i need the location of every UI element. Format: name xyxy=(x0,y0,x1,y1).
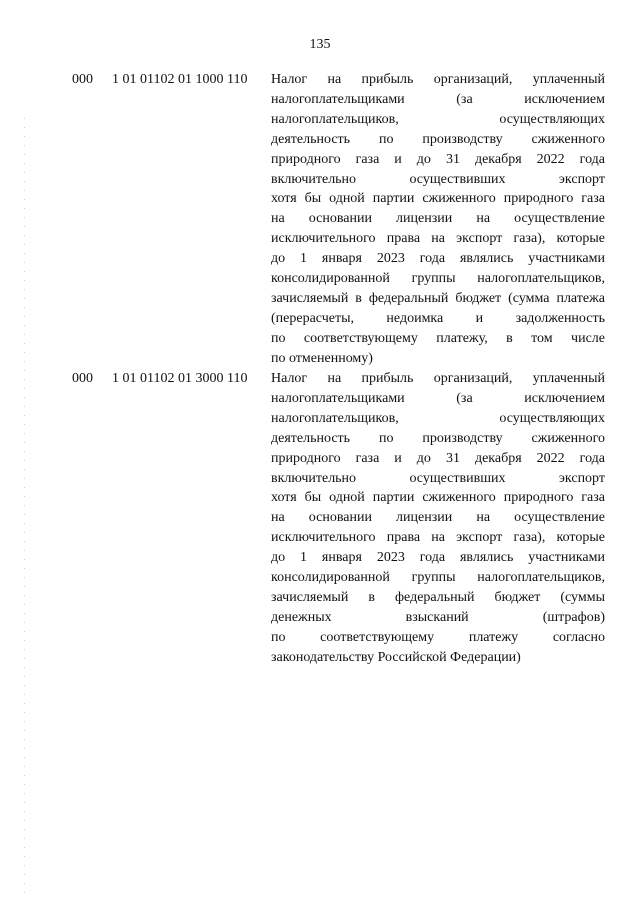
description-line: хотя бы одной партии сжиженного природного газа xyxy=(271,490,605,506)
description-line: исключительного права на экспорт газа), которые xyxy=(271,231,605,247)
entry-description xyxy=(271,369,605,668)
description-line: консолидированной группы налогоплательщиков, xyxy=(271,570,605,586)
description-line: налогоплательщиков, осуществляющих xyxy=(271,111,605,127)
description-line: консолидированной группы налогоплательщиков, xyxy=(271,271,605,287)
description-line: до 1 января 2023 года являлись участниками xyxy=(271,251,605,267)
description-line: налогоплательщиками (за исключением xyxy=(271,91,605,107)
description-line: по соответствующему платежу, в том числе xyxy=(271,330,605,346)
description-line: деятельность по производству сжиженного xyxy=(271,131,605,147)
description-line: на основании лицензии на осуществление xyxy=(271,510,605,526)
description-line: зачисляемый в федеральный бюджет (суммы xyxy=(271,589,605,605)
budget-classification-code: 1 01 01102 01 3000 110 xyxy=(112,371,248,386)
budget-classification-code: 1 01 01102 01 1000 110 xyxy=(112,72,248,87)
administrator-code: 000 xyxy=(72,72,93,87)
description-line: природного газа и до 31 декабря 2022 года xyxy=(271,450,605,466)
description-line: (перерасчеты, недоимка и задолженность xyxy=(271,310,605,326)
administrator-code: 000 xyxy=(72,371,93,386)
description-line: налогоплательщиками (за исключением xyxy=(271,390,605,406)
description-line: хотя бы одной партии сжиженного природного газа xyxy=(271,191,605,207)
description-line: по соответствующему платежу согласно xyxy=(271,629,605,645)
description-line: Налог на прибыль организаций, уплаченный xyxy=(271,371,605,386)
description-line: природного газа и до 31 декабря 2022 года xyxy=(271,151,605,167)
entry-description xyxy=(271,70,605,369)
description-line: деятельность по производству сжиженного xyxy=(271,430,605,446)
description-line: Налог на прибыль организаций, уплаченный xyxy=(271,72,605,87)
description-line: включительно осуществивших экспорт xyxy=(271,171,605,187)
description-line: по отмененному) xyxy=(271,350,373,366)
scan-edge-mark xyxy=(24,118,25,898)
description-line: исключительного права на экспорт газа), которые xyxy=(271,530,605,546)
page-number: 135 xyxy=(309,37,331,52)
description-line: на основании лицензии на осуществление xyxy=(271,211,605,227)
description-line: налогоплательщиков, осуществляющих xyxy=(271,410,605,426)
description-line: до 1 января 2023 года являлись участниками xyxy=(271,550,605,566)
description-line: денежных взысканий (штрафов) xyxy=(271,609,605,625)
description-line: зачисляемый в федеральный бюджет (сумма платежа xyxy=(271,290,605,306)
description-line: включительно осуществивших экспорт xyxy=(271,470,605,486)
description-line: законодательству Российской Федерации) xyxy=(271,649,521,665)
